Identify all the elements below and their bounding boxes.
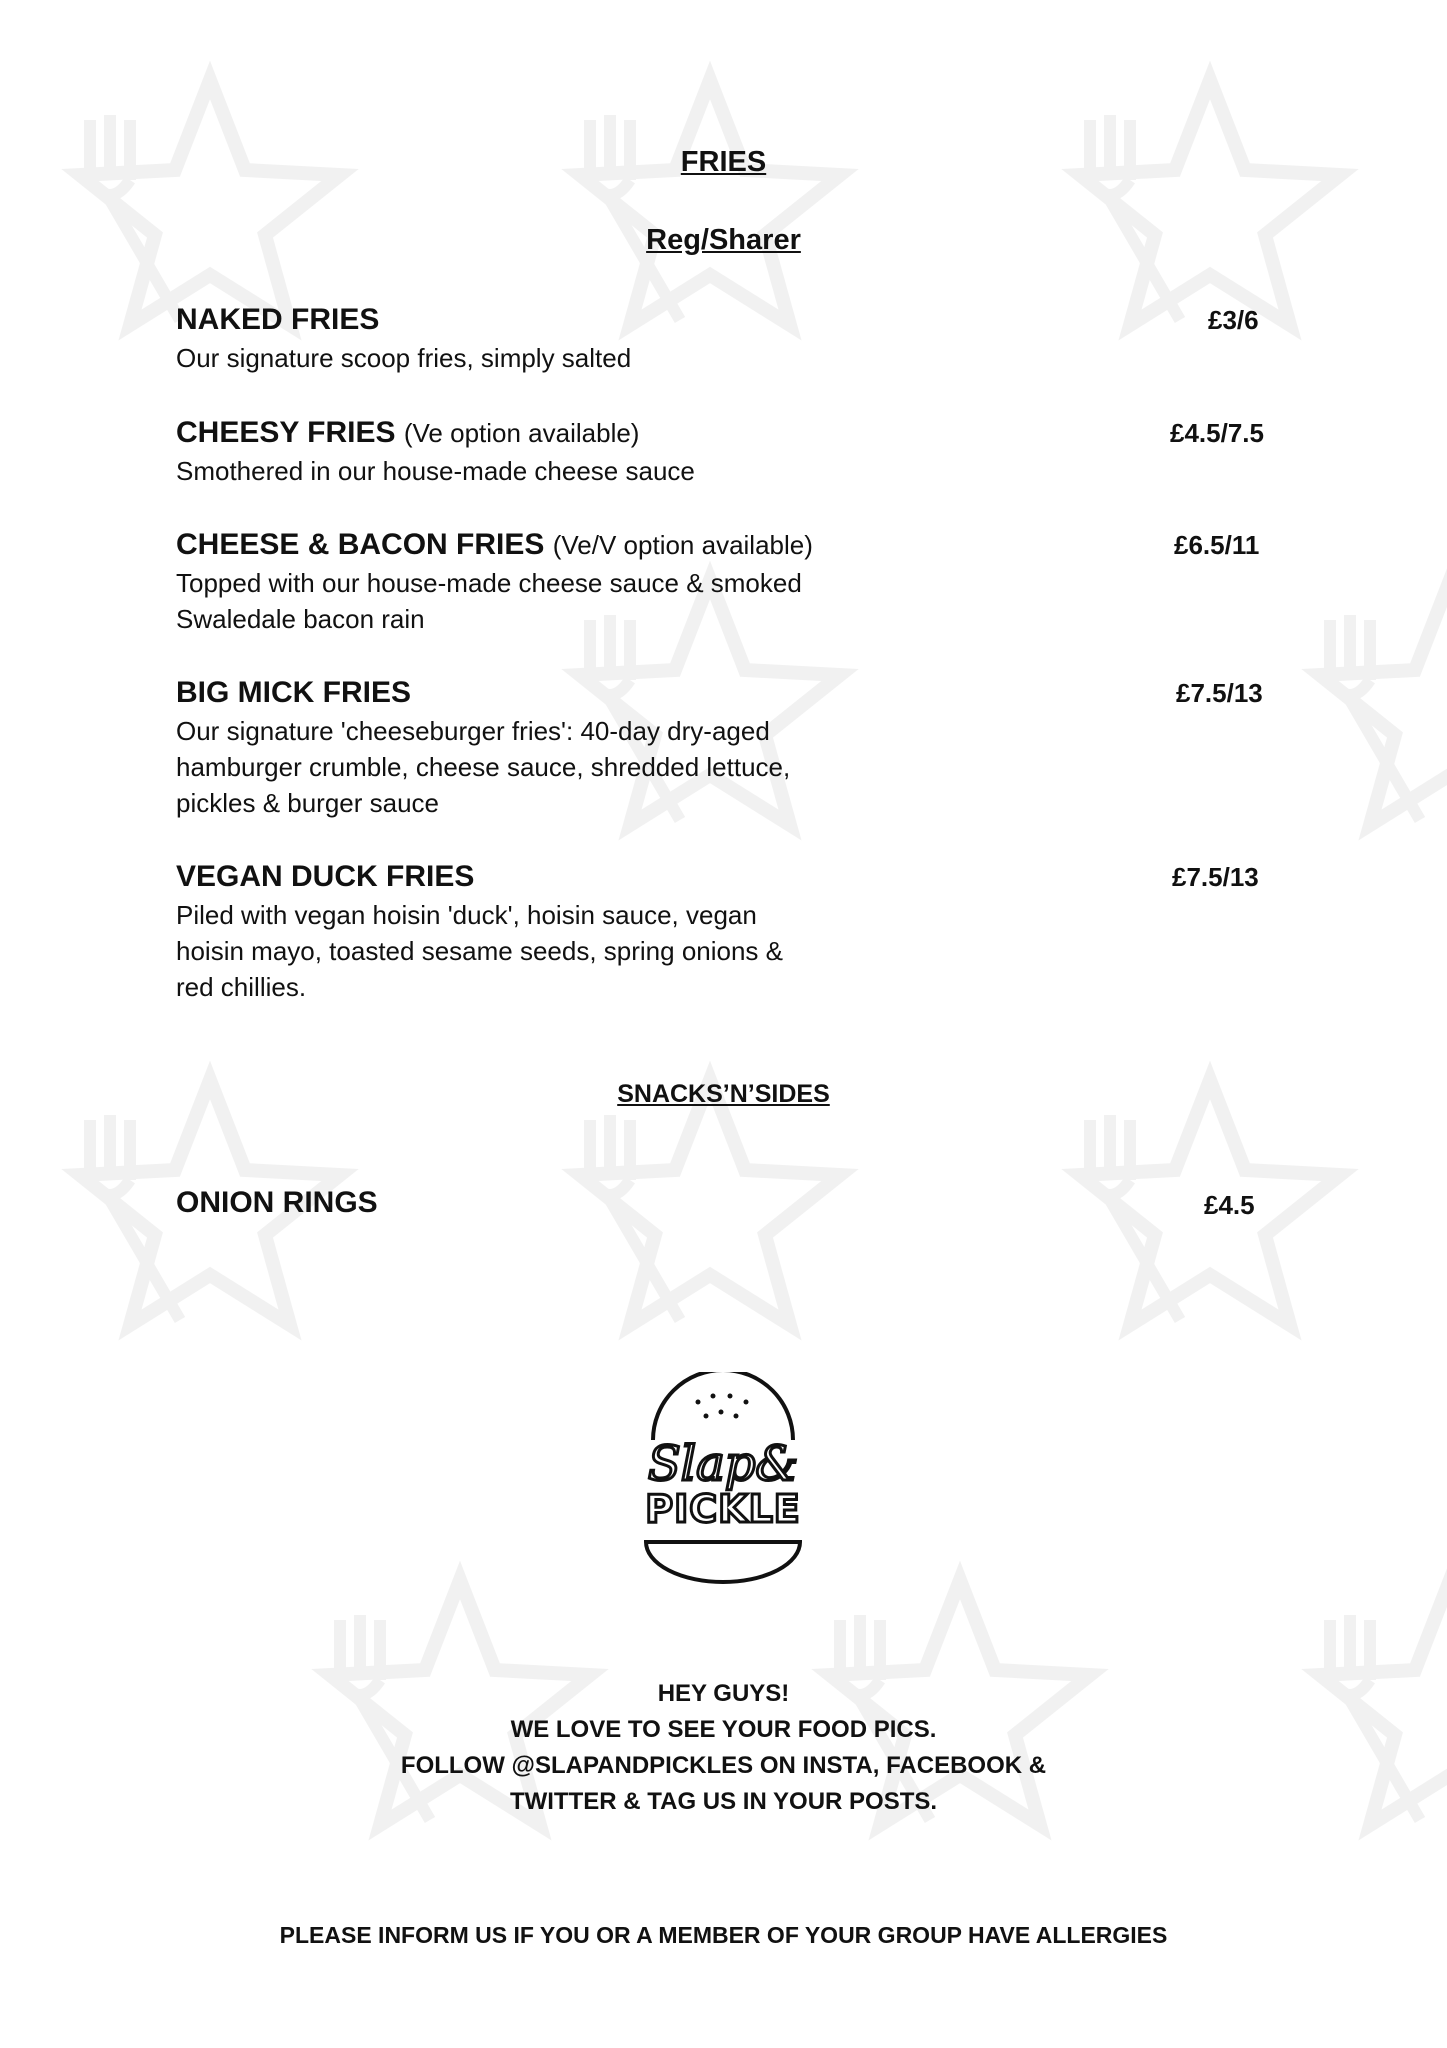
logo-script-text: Slap&	[647, 1436, 799, 1492]
section-title-fries: FRIES	[680, 146, 767, 178]
slap-and-pickle-logo	[618, 1372, 828, 1592]
item-description: hamburger crumble, cheese sauce, shredded lettuce,	[176, 752, 791, 782]
promo-line: FOLLOW @SLAPANDPICKLES ON INSTA, FACEBOOK &	[400, 1752, 1047, 1779]
size-label: Reg/Sharer	[646, 224, 801, 256]
menu-item	[176, 1185, 876, 1221]
watermark-fork-star-icon	[1300, 560, 1447, 860]
burger-logo-icon	[618, 1372, 828, 1592]
item-name: ONION RINGS	[176, 1186, 378, 1219]
menu-item	[176, 302, 876, 376]
item-description: Our signature 'cheeseburger fries': 40-day dry-aged	[176, 716, 770, 746]
item-note: (Ve option available)	[403, 418, 640, 448]
item-price: £7.5/13	[1172, 862, 1259, 892]
item-name: CHEESE & BACON FRIES	[176, 528, 545, 561]
item-price: £4.5/7.5	[1170, 418, 1264, 448]
item-price: £3/6	[1208, 305, 1259, 335]
social-promo	[0, 1676, 1447, 1820]
item-price: £6.5/11	[1174, 530, 1260, 560]
item-description: Piled with vegan hoisin 'duck', hoisin sauce, vegan	[176, 900, 757, 930]
menu-item	[176, 675, 876, 821]
menu-item	[176, 859, 876, 1005]
menu-item	[176, 415, 876, 489]
item-description: Smothered in our house-made cheese sauce	[176, 456, 695, 486]
item-description: pickles & burger sauce	[176, 788, 440, 818]
item-name: NAKED FRIES	[176, 303, 380, 336]
promo-line: HEY GUYS!	[657, 1680, 790, 1707]
item-price: £7.5/13	[1176, 678, 1263, 708]
menu-item	[176, 527, 936, 637]
item-description: hoisin mayo, toasted sesame seeds, spring onions &	[176, 936, 784, 966]
section-title-snacks: SNACKS’N’SIDES	[617, 1080, 830, 1108]
promo-line: TWITTER & TAG US IN YOUR POSTS.	[509, 1788, 938, 1815]
item-name: BIG MICK FRIES	[176, 676, 412, 709]
item-description: Swaledale bacon rain	[176, 604, 425, 634]
item-note: (Ve/V option available)	[552, 530, 813, 560]
logo-block-text: PICKLE	[645, 1487, 801, 1531]
item-description: Topped with our house-made cheese sauce & smoked	[176, 568, 802, 598]
item-description: Our signature scoop fries, simply salted	[176, 343, 632, 373]
item-name: VEGAN DUCK FRIES	[176, 860, 475, 893]
item-description: red chillies.	[176, 972, 307, 1002]
item-price: £4.5	[1204, 1190, 1255, 1220]
allergy-notice: PLEASE INFORM US IF YOU OR A MEMBER OF YOUR GROUP HAVE ALLERGIES	[279, 1922, 1168, 1948]
item-name: CHEESY FRIES	[176, 416, 396, 449]
promo-line: WE LOVE TO SEE YOUR FOOD PICS.	[510, 1716, 937, 1743]
